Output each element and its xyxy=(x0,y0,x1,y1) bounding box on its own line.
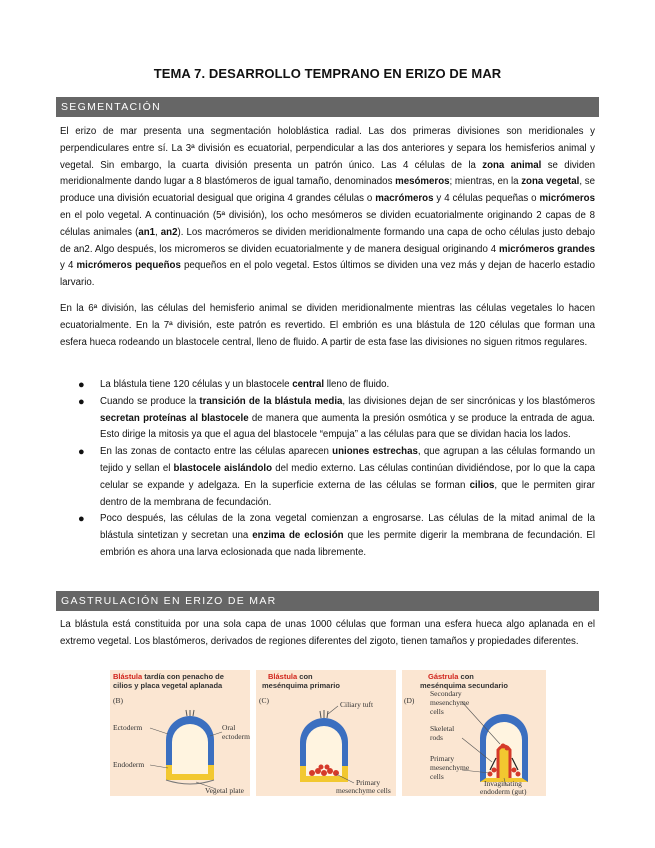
panel-b-title-line2: cilios y placa vegetal aplanada xyxy=(113,681,223,690)
label-skeletal: Skeletal xyxy=(430,724,455,733)
panel-b-letter: (B) xyxy=(113,696,123,705)
panel-b-title-line1: Blástula tardía con penacho de xyxy=(113,672,224,681)
bullet-icon: ● xyxy=(78,446,85,459)
panel-c-letter: (C) xyxy=(259,696,269,705)
paragraph-segmentacion-1: El erizo de mar presenta una segmentación holoblástica radial. Las dos primeras divisiones son meridionales y perpendiculares entre sí. La 3ª división es ecuatorial, perpendicular a las dos anteriores y separa los hemisferios animal y vegetal. Sin embargo, la cuarta división presenta un patrón único. Las 4 células de la zona animal se dividen meridionalmente dando lugar a 8 blastómeros de igual tamaño, denominados mesómeros; mientras, en la zona vegetal, se produce una división ecuatorial desigual que origina 4 grandes células o macrómeros y 4 células pequeñas o micrómeros en el polo vegetal. A continuación (5ª división), los ocho mesómeros se dividen ecuatorialmente originando 2 capas de 8 células animales (an1, an2). Los macrómeros se dividen meridionalmente formando una capa de ocho células justo debajo de an2. Algo después, los micromeros se dividen ecuatorialmente y de manera desigual originando 4 micrómeros grandes y 4 micrómeros pequeños pequeños en el polo vegetal. Estos últimos se dividen una vez más y dejan de hacerlo estadio larvario. xyxy=(60,126,595,289)
label-invaginating-endoderm: endoderm (gut) xyxy=(480,787,527,796)
label-primary-mesenchyme-d: mesenchyme xyxy=(430,763,470,772)
list-item-text: La blástula tiene 120 células y un blastocele central lleno de fluido. xyxy=(100,379,390,390)
label-primary-mesenchyme-cells: mesenchyme cells xyxy=(336,786,391,795)
label-primary-cells-d: cells xyxy=(430,772,444,781)
list-item-text: Poco después, las células de la zona vegetal comienzan a engrosarse. Las células de la mitad animal de la blástula sintetizan y secretan una enzima de eclosión que les permite digerir la membrana de fecundación. El embrión es ahora una larva eclosionada que nada libremente. xyxy=(100,513,595,558)
label-primary-d: Primary xyxy=(430,754,455,763)
panel-d-embryo xyxy=(480,714,528,782)
label-ectoderm: Ectoderm xyxy=(113,723,143,732)
label-ciliary-tuft: Ciliary tuft xyxy=(340,700,374,709)
section-header-segmentacion: SEGMENTACIÓN xyxy=(56,97,599,117)
list-item xyxy=(60,394,595,444)
label-secondary-cells: cells xyxy=(430,707,444,716)
section-header-gastrulacion: GASTRULACIÓN EN ERIZO DE MAR xyxy=(56,591,599,611)
panel-c-title-line1: Blástula con xyxy=(268,672,313,681)
paragraph-segmentacion-2: En la 6ª división, las células del hemisferio animal se dividen meridionalmente mientras las células vegetales lo hacen ecuatorialmente. En la 7ª división, este patrón es revertido. El embrión es una blástula de 120 células que forman una esfera hueca rodeando un blastocele central, lleno de fluido. A partir de esta fase las divisiones no siguen ritmos regulares. xyxy=(60,303,595,348)
label-secondary-mesenchyme: mesenchyme xyxy=(430,698,470,707)
label-rods: rods xyxy=(430,733,443,742)
label-endoderm: Endoderm xyxy=(113,760,145,769)
panel-d-letter: (D) xyxy=(404,696,415,705)
bullet-list xyxy=(60,377,595,562)
label-secondary: Secondary xyxy=(430,689,462,698)
panel-d-title-line2: mesénquima secundario xyxy=(420,681,508,690)
label-oral: Oral xyxy=(222,723,236,732)
label-primary: Primary xyxy=(356,778,381,787)
list-item xyxy=(60,444,595,511)
list-item xyxy=(60,377,595,394)
list-item-text: En las zonas de contacto entre las células aparecen uniones estrechas, que agrupan a las células formando un tejido y sellan el blastocele aislándolo del medio externo. Las células continúan dividiéndose, por lo que la capa celular se expande y adelgaza. En la superficie externa de las células se forman cilios, que le permiten girar dentro de la membrana de fecundación. xyxy=(100,446,596,508)
bullet-icon: ● xyxy=(78,379,85,391)
paragraph-gastrulacion-1: La blástula está constituida por una sola capa de unas 1000 células que forman una esfera hueca algo aplanada en el extremo vegetal. Los blastómeros, derivados de regiones diferentes del zigoto, tienen tamaños y propiedades diferentes. xyxy=(60,619,595,647)
embryo-development-figure xyxy=(110,670,546,796)
label-oral-ectoderm: ectoderm xyxy=(222,732,250,741)
panel-d-title-line1: Gástrula con xyxy=(428,672,474,681)
page-title: TEMA 7. DESARROLLO TEMPRANO EN ERIZO DE MAR xyxy=(153,66,502,81)
bullet-icon: ● xyxy=(78,395,85,408)
label-invaginating: Invaginating xyxy=(484,779,522,788)
blastocoel xyxy=(172,724,208,774)
label-vegetal-plate: Vegetal plate xyxy=(205,786,244,795)
bullet-icon: ● xyxy=(78,513,85,526)
panel-c-title-line2: mesénquima primario xyxy=(262,681,340,690)
list-item xyxy=(60,511,595,561)
list-item-text: Cuando se produce la transición de la blástula media, las divisiones dejan de ser sincrónicas y los blastómeros secretan proteínas al blastocele de manera que aumenta la presión osmótica y se produce la entrada de agua. Esto dirige la mitosis ya que el agua del blastocele “empuja” a las células para que se dividan hacia los lados. xyxy=(100,395,595,441)
